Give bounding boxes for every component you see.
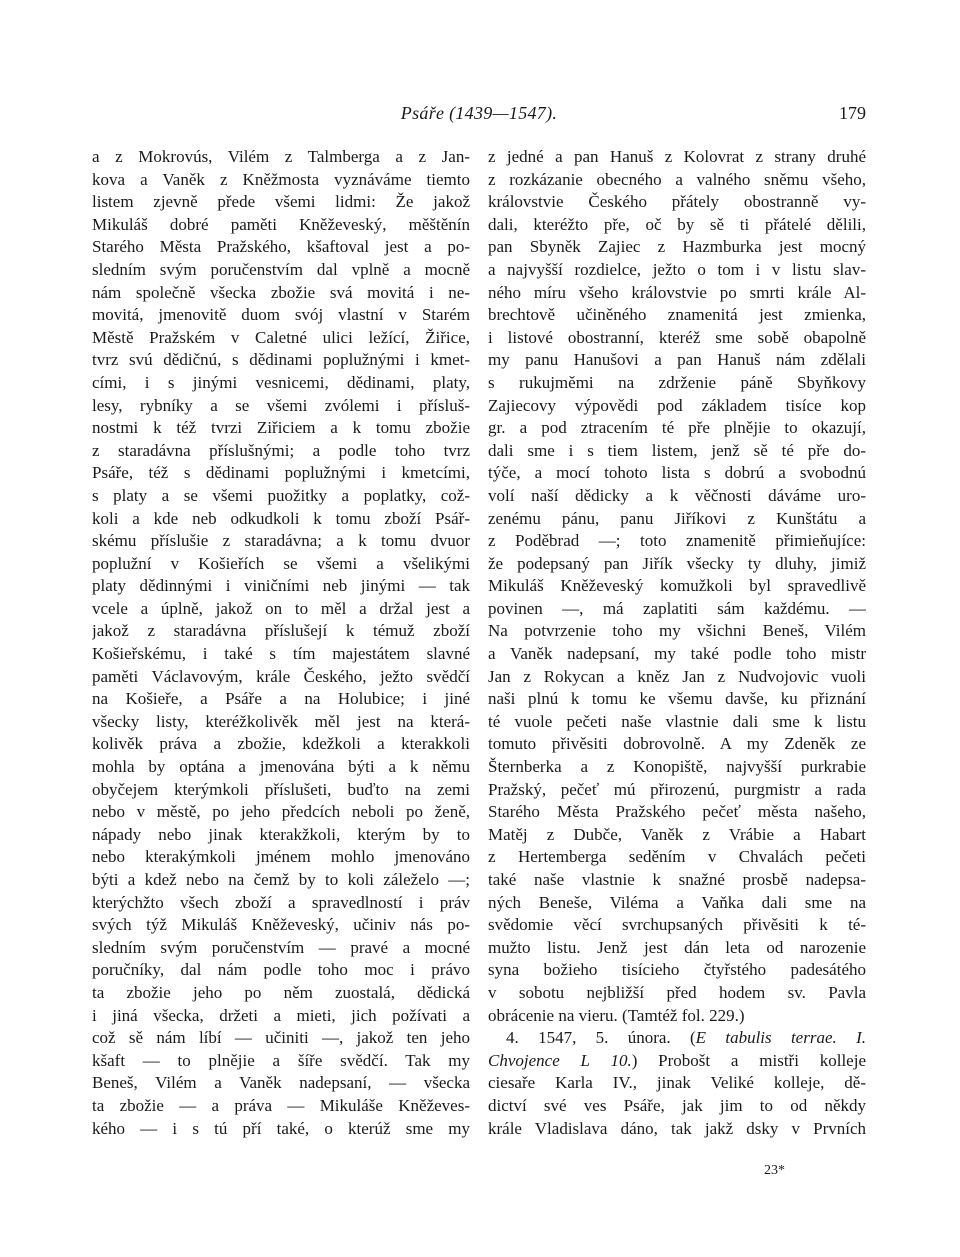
text-line: Mikuláš dobré paměti Kněževeský, měštěnín xyxy=(92,214,470,234)
right-column xyxy=(488,146,866,1140)
text-line: královstvie Českého přátely obostranně vy- xyxy=(488,192,866,212)
entry-line: krále Vladislava dáno, tak jakž dsky v Prvních xyxy=(488,1118,866,1138)
text-line: jakož z staradávna příslušejí k témuž zboží xyxy=(92,621,470,641)
text-line: ta zbožie jeho po něm zuostalá, dědická xyxy=(92,982,470,1002)
text-line: z staradávna příslušnými; a podle toho tvrz xyxy=(92,440,470,460)
entry-line xyxy=(488,1027,866,1050)
text-line: brechtově učiněného znamenitá jest zmienka, xyxy=(488,305,866,325)
text-line: býti a kdež nebo na čemž by to koli záleželo —; xyxy=(92,870,470,889)
text-line: svědomie věcí svrchupsaných přivěsiti k té- xyxy=(488,915,866,935)
text-line: skému příslušie z staradávna; a k tomu dvuor xyxy=(92,531,470,551)
text-line: a najvyšší rozdielce, ježto o tom i v listu slav- xyxy=(488,259,866,279)
text-line: poplužní v Košieřích se všemi a všelikými xyxy=(92,553,470,573)
text-line: Starého Města Pražského pečeť města našeho, xyxy=(488,802,866,822)
text-line: týče, a mocí tohoto lista s dobrú a svobodnú xyxy=(488,463,866,483)
text-line: z jedné a pan Hanuš z Kolovrat z strany druhé xyxy=(488,147,866,166)
text-line: naši plnú k tomu ke všemu davše, ku přiznání xyxy=(488,689,866,709)
text-line: nebo v městě, po jeho předcích neboli po ženě, xyxy=(92,802,470,822)
entry-text: ) Probošt a mistři kolleje xyxy=(631,1050,866,1070)
text-line: Šternberka a z Konopiště, najvyšší purkrabie xyxy=(488,757,866,777)
text-line: gr. a pod ztracením té pře plnějie to okazují, xyxy=(488,418,866,438)
text-line: Pražský, pečeť mú přirozenú, purgmistr a rada xyxy=(488,779,866,799)
text-line: s platy a se všemi puožitky a poplatky, což- xyxy=(92,485,470,505)
text-line: z rozkázanie obecného a valného sněmu všeho, xyxy=(488,169,866,189)
entry-line: dictví své ves Psáře, jak jim to od někdy xyxy=(488,1095,866,1115)
text-line: dali sme i s tiem listem, jenž sě té pře do- xyxy=(488,440,866,460)
text-line: sledním svým poručenstvím — pravé a mocné xyxy=(92,937,470,957)
text-line: všecky listy, kteréžkolivěk měl jest na která- xyxy=(92,711,470,731)
page-header xyxy=(92,100,866,126)
entry-line: ciesaře Karla IV., jinak Veliké kolleje, dě- xyxy=(488,1073,866,1093)
text-line: listem zjevně přede všemi lidmi: Že jakož xyxy=(92,192,470,212)
text-line: kterýchžto všech zboží a spravedlností i práv xyxy=(92,892,470,912)
text-line: lesy, rybníky a se všemi zvólemi i přísluš- xyxy=(92,395,470,415)
entry-source-italic: Chvojence L 10. xyxy=(488,1050,632,1070)
text-line: na Košieře, a Psáře a na Holubice; i jiné xyxy=(92,689,470,709)
text-line: paměti Václavovým, krále Českého, ježto svědčí xyxy=(92,666,470,686)
text-line: sledním svým poručenstvím dal vplně a mocně xyxy=(92,259,470,279)
text-line: z Hertemberga seděním v Chvalách pečeti xyxy=(488,847,866,867)
text-line: mohla by optána a jmenována býti a k němu xyxy=(92,757,470,777)
entry-line xyxy=(488,1050,866,1073)
text-line: Starého Města Pražského, kšaftoval jest a po- xyxy=(92,237,470,257)
text-line: Zajiecovy výpovědi pod základem tisíce kop xyxy=(488,395,866,415)
text-line: povinen —, má zaplatiti sám každému. — xyxy=(488,598,866,618)
page-number: 179 xyxy=(839,103,866,123)
text-line: obrácenie na vieru. (Tamtéž fol. 229.) xyxy=(488,1005,745,1025)
signature-mark: 23* xyxy=(764,1163,785,1178)
text-line: ta zbožie — a práva — Mikuláše Kněževes- xyxy=(92,1095,470,1115)
text-line: kolivěk práva a zbožie, kdežkoli a kterakkoli xyxy=(92,734,470,754)
text-line: s rukujměmi na zdrženie páně Sbyňkovy xyxy=(488,372,866,392)
text-line: cími, i s jinými vesnicemi, dědinami, platy, xyxy=(92,372,470,392)
text-line: i listové obostranní, kteréž sme sobě obapolně xyxy=(488,327,866,347)
text-line: i jiná všecka, držeti a mieti, jich požívati a xyxy=(92,1005,470,1025)
text-line: Košieřskému, i také s tím majestátem slavné xyxy=(92,644,470,664)
text-line: movitá, jmenovitě duom svój vlastní v Starém xyxy=(92,305,470,325)
text-line: syna božieho tisícieho čtyřstého padesátého xyxy=(488,960,866,980)
text-line: Beneš, Vilém a Vaněk nadepsaní, — všecka xyxy=(92,1073,470,1093)
text-line: nápady nebo jinak kterakžkoli, kterým by to xyxy=(92,824,470,844)
text-line: Mikuláš Kněževeský komužkoli byl spravedlivě xyxy=(488,576,866,596)
text-line: Na potvrzenie toho my všichni Beneš, Vilém xyxy=(488,621,866,641)
text-line: tomuto přivěsiti dobrovolně. A my Zdeněk ze xyxy=(488,734,866,754)
text-line: mužto listu. Jenž jest dán leta od narozenie xyxy=(488,937,866,957)
left-column xyxy=(92,146,470,1140)
text-line: Jan z Rokycan a kněz Jan z Nudvojovic vuoli xyxy=(488,666,866,686)
text-line: ného míru všeho královstvie po smrti krále Al- xyxy=(488,282,866,302)
text-line: kova a Vaněk z Kněžmosta vyznáváme tiemto xyxy=(92,169,470,189)
text-line: kšaft — to plnějie a šíře svědčí. Tak my xyxy=(92,1050,470,1070)
text-line: dali, kteréžto pře, oč by sě ti přátelé dělili, xyxy=(488,214,866,234)
entry-source-italic: E tabulis terrae. I. xyxy=(695,1028,866,1048)
text-line: z Poděbrad —; toto znamenitě přimieňujíce: xyxy=(488,531,866,551)
text-line: tvrz svú dědičnú, s dědinami poplužnými i kmet- xyxy=(92,350,470,370)
text-line: té vuole pečeti naše vlastnie dali sme k listu xyxy=(488,711,866,731)
entry-number-date: 4. 1547, 5. února. ( xyxy=(506,1028,696,1048)
running-title: Psáře (1439—1547). xyxy=(400,103,558,123)
text-line: že podepsaný pan Jiřík všecky ty dluhy, jimiž xyxy=(488,553,866,573)
text-line: my panu Hanušovi a pan Hanuš nám zdělali xyxy=(488,350,866,370)
text-line: obyčejem kterýmkoli příslušeti, buďto na zemi xyxy=(92,779,470,799)
text-line: ných Beneše, Viléma a Vaňka dali sme na xyxy=(488,892,866,912)
text-line: v sobotu nejbližší před hodem sv. Pavla xyxy=(488,982,866,1002)
text-line: kého — i s tú pří také, o kterúž sme my xyxy=(92,1118,470,1138)
text-line: koli a kde neb odkudkoli k tomu zboží Psář- xyxy=(92,508,470,528)
text-line: volí naší dědicky a k věčnosti dáváme uro- xyxy=(488,485,866,505)
text-line: Psáře, též s dědinami poplužnými i kmetcími, xyxy=(92,463,470,483)
text-line: nebo kterakýmkoli jménem mohlo jmenováno xyxy=(92,847,470,867)
text-line: poručníky, dal nám podle toho moc i právo xyxy=(92,960,470,980)
text-line: svých týž Mikuláš Kněževeský, učiniv nás po- xyxy=(92,915,470,935)
text-line: což sě nám líbí — učiniti —, jakož ten jeho xyxy=(92,1028,470,1048)
text-line: zenému pánu, panu Jiříkovi z Kunštátu a xyxy=(488,508,866,528)
text-line: nám společně všecka zbožie svá movitá i ne- xyxy=(92,282,470,302)
text-line: a Vaněk nadepsaní, my také podle toho mistr xyxy=(488,644,866,664)
text-line: platy dědinnými i viničními neb jinými — tak xyxy=(92,576,470,596)
text-line: pan Sbyněk Zajiec z Hazmburka jest mocný xyxy=(488,237,866,257)
text-line: také naše vlastnie k snažné prosbě nadepsa- xyxy=(488,870,866,889)
text-line: nostmi k též tvrzi Ziřiciem a k tomu zbožie xyxy=(92,418,470,438)
text-line: a z Mokrovús, Vilém z Talmberga a z Jan- xyxy=(92,147,470,166)
text-line: Městě Pražském v Caletné ulici ležící, Žiřice, xyxy=(92,327,470,347)
text-line: vcele a úplně, jakož on to měl a držal jest a xyxy=(92,598,470,618)
text-line: Matěj z Dubče, Vaněk z Vrábie a Habart xyxy=(488,824,866,844)
